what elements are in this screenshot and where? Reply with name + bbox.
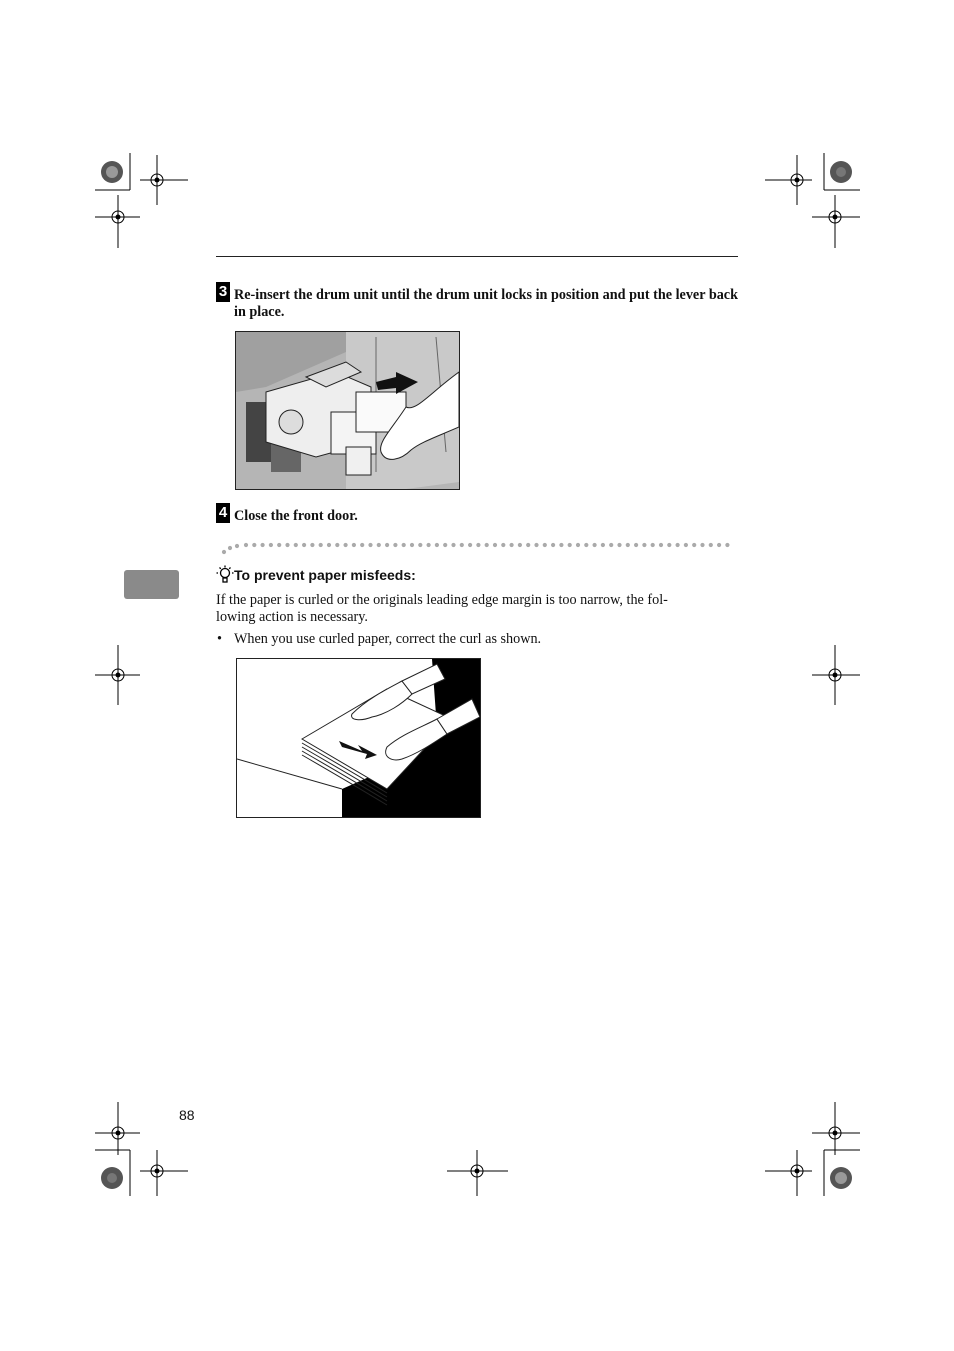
tip-body-line: If the paper is curled or the originals leading edge margin is too narrow, the fol- (216, 592, 668, 608)
step-instruction: Re-insert the drum unit until the drum unit locks in position and put the lever back in place. (234, 287, 738, 320)
page-number: 88 (179, 1107, 195, 1123)
bullet-marker: • (217, 631, 222, 647)
step-instruction: Close the front door. (234, 508, 358, 524)
chapter-thumb-tab (124, 570, 179, 599)
step-number: 3 (216, 282, 230, 302)
lightbulb-icon (216, 565, 234, 585)
tip-dotted-divider (216, 538, 740, 558)
drum-unit-illustration (235, 331, 460, 490)
header-rule (216, 256, 738, 257)
tip-body-line: lowing action is necessary. (216, 609, 368, 625)
curled-paper-illustration (236, 658, 481, 818)
bullet-text: When you use curled paper, correct the curl as shown. (234, 631, 542, 647)
step-number: 4 (216, 503, 230, 523)
tip-title: To prevent paper misfeeds: (234, 567, 416, 583)
